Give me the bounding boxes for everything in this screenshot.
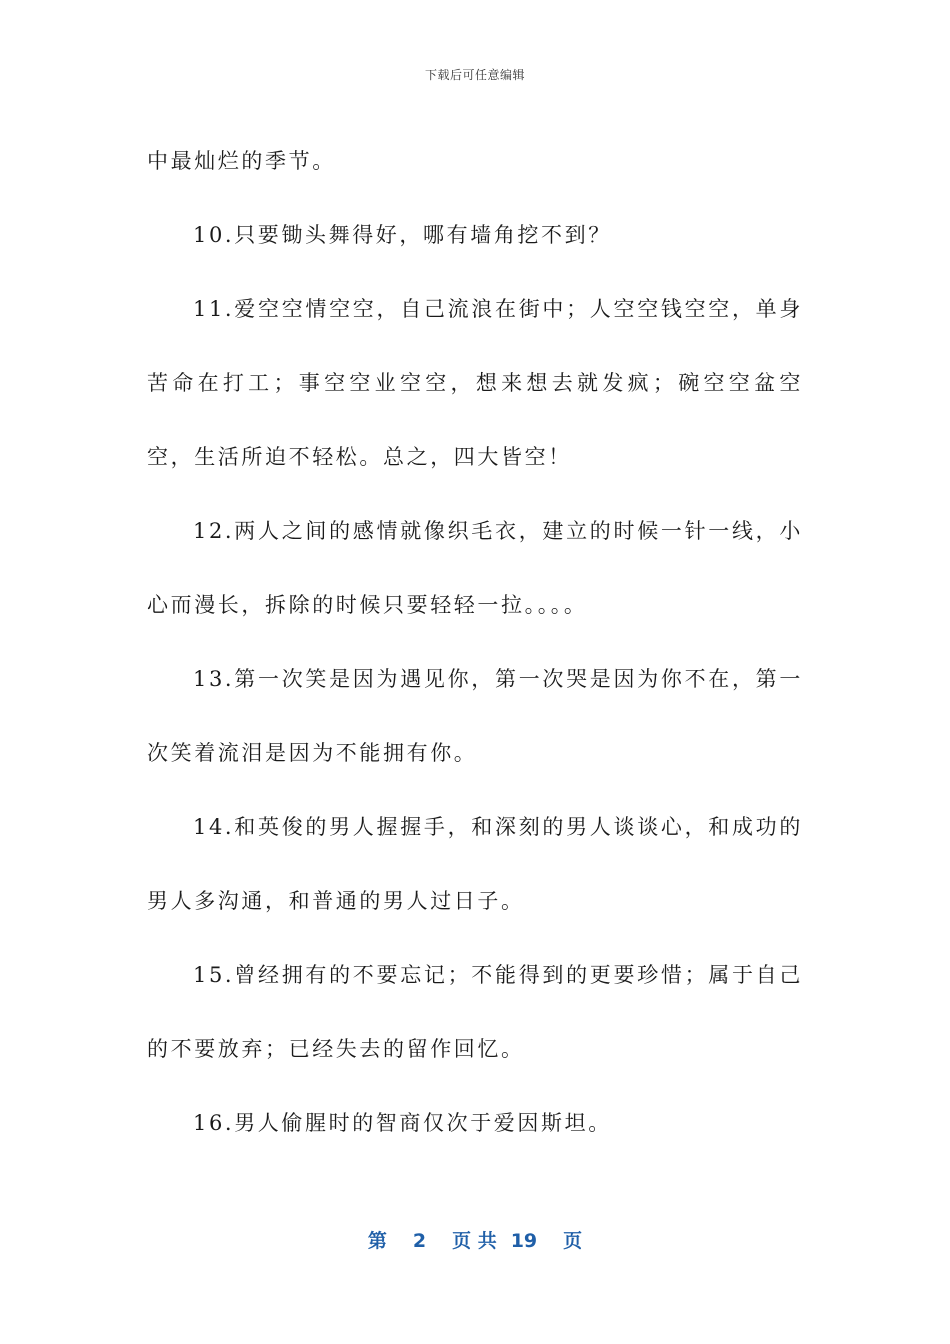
footer-middle: 页 共 xyxy=(452,1230,497,1252)
paragraph-item-10: 10.只要锄头舞得好，哪有墙角挖不到？ xyxy=(193,223,612,247)
paragraph-continuation: 中最灿烂的季节。 xyxy=(147,149,336,173)
paragraph-item-12: 12.两人之间的感情就像织毛衣，建立的时候一针一线，小心而漫长，拆除的时候只要轻轻一拉。。。。 xyxy=(147,519,803,617)
page-header: 下载后可任意编辑 xyxy=(424,68,525,82)
footer-prefix: 第 xyxy=(367,1230,387,1252)
footer-suffix: 页 xyxy=(563,1230,583,1252)
document-body xyxy=(147,124,803,1160)
paragraph-item-11: 11.爱空空情空空，自己流浪在街中；人空空钱空空，单身苦命在打工；事空空业空空，想来想去就发疯；碗空空盆空空，生活所迫不轻松。总之，四大皆空！ xyxy=(147,297,803,469)
paragraph-item-13: 13.第一次笑是因为遇见你，第一次哭是因为你不在，第一次笑着流泪是因为不能拥有你。 xyxy=(147,667,803,765)
paragraph-item-15: 15.曾经拥有的不要忘记；不能得到的更要珍惜；属于自己的不要放弃；已经失去的留作回忆。 xyxy=(147,963,803,1061)
paragraph-item-14: 14.和英俊的男人握握手，和深刻的男人谈谈心，和成功的男人多沟通，和普通的男人过日子。 xyxy=(147,815,803,913)
footer-current-page: 2 xyxy=(412,1230,427,1252)
paragraph-item-16: 16.男人偷腥时的智商仅次于爱因斯坦。 xyxy=(193,1111,612,1135)
page-footer xyxy=(0,1226,950,1253)
footer-total-pages: 19 xyxy=(510,1230,538,1252)
